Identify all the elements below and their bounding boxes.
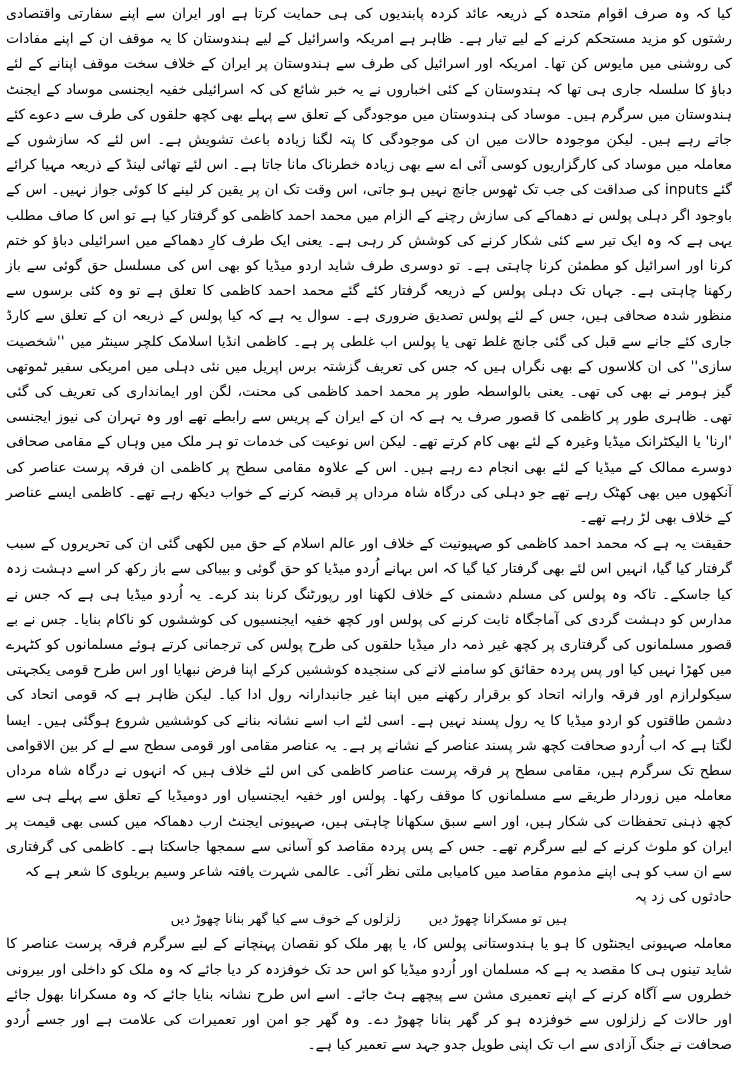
article-closing-paragraph: معاملہ صہیونی ایجنٹوں کا ہو یا ہندوستانی پولس کا، یا پھر ملک کو نقصان پہنچانے کے لیے سرگرم فرقہ پرست عناصر کا شاید تینوں ہی کا مقصد یہ ہے کہ مسلمان اور اُردو میڈیا کو اس حد تک خوفزدہ کر دیا جائے کہ وہ ملک کو داخلی اور بیرونی خطروں سے آگاہ کرنے کے اپنے تعمیری مشن سے پیچھے ہٹ جائے۔ اسے اس طرح نشانہ بنایا جائے کہ وہ مسکرانا بھول جائے اور حالات کے زلزلوں سے خوفزدہ ہو کر گھر بنانا چھوڑ دے۔ وہ گھر جو امن اور تعمیرات کی علامت ہے اور جسے اُردو صحافت نے جنگ آزادی سے اب تک اپنی طویل جدو جہد سے تعمیر کیا ہے۔ <box>6 936 732 1054</box>
couplet-lead-row <box>6 885 732 910</box>
article-paragraph-2: حقیقت یہ ہے کہ محمد احمد کاظمی کو صہیونیت کے خلاف اور عالم اسلام کے حق میں لکھی گئی ان کی تحریروں کے سبب گرفتار کیا گیا، انہیں اس لئے بھی گرفتار کیا گیا کہ اس بہانے اُردو میڈیا کو حق گوئی و بیباکی سے باز رکھ کر اسے دہشت زدہ کیا جاسکے۔ تاکہ وہ پولس کی مسلم دشمنی کے خلاف لکھنا اور رپورٹنگ کرنا بند کرے۔ یہ اُردو میڈیا ہی ہے کہ جس نے مدارس کو دہشت گردی کی آماجگاہ ثابت کرنے کی پولس اور کچھ خفیہ ایجنسیوں کی کوششوں کو ناکام بنایا۔ جس نے بے قصور مسلمانوں کی گرفتاری پر کچھ غیر ذمہ دار میڈیا حلقوں کی طرح پولس کی ترجمانی کرتے ہوئے مسلمانوں کو کٹہرے میں کھڑا نہیں کیا اور پس پردہ حقائق کو سامنے لانے کی سنجیدہ کوششیں کرکے اپنا فرض نبھایا اور اس طرح قومی یکجہتی سیکولرازم اور فرقہ وارانہ اتحاد کو برقرار رکھنے میں اپنا غیر جانبدارانہ رول ادا کیا۔ لیکن ظاہر ہے کہ قومی اتحاد کی دشمن طاقتوں کو اردو میڈیا کا یہ رول پسند نہیں ہے۔ اسی لئے اب اسے نشانہ بنانے کی کوششیں شروع ہوگئی ہیں۔ ایسا لگتا ہے کہ اب اُردو صحافت کچھ شر پسند عناصر کے نشانے پر ہے۔ یہ عناصر مقامی اور قومی سطح سے لے کر بین الاقوامی سطح تک سرگرم ہیں، مقامی سطح پر فرقہ پرست عناصر کاظمی کی اس لئے خلاف ہیں کہ انہوں نے درگاہ شاہ مرداں معاملہ میں زوردار طریقے سے مسلمانوں کا موقف رکھا۔ پولس اور خفیہ ایجنسیاں اور دومیڈیا کے تعلق سے پہلے ہی سے کچھ ذہنی تحفظات کی شکار ہیں، اور اسے سبق سکھانا چاہتی ہیں، صہیونی ایجنٹ ارب دھماکہ میں کسی بھی قیمت پر ایران کو ملوث کرنے کے لیے سرگرم تھے۔ جس کے پس پردہ مقاصد کو آسانی سے سمجھا جاسکتا ہے۔ کاظمی کی گرفتاری سے ان سب کو ہی اپنے مذموم مقاصد میں کامیابی ملتی نظر آئی۔ عالمی شہرت یافتہ شاعر وسیم بریلوی کا شعر ہے کہ <box>6 536 732 880</box>
couplet-lead-text: حادثوں کی زد پہ <box>634 889 732 906</box>
article-paragraph-1: کیا کہ وہ صرف اقوام متحدہ کے ذریعہ عائد کردہ پابندیوں کی ہی حمایت کرتا ہے اور ایران سے اپنے سفارتی واقتصادی رشتوں کو مزید مستحکم کرنے کے لیے تیار ہے۔ ظاہر ہے امریکہ واسرائیل کے لیے ہندوستان کا یہ موقف ان کے اپنے مفادات کی روشنی میں مایوس کن تھا۔ امریکہ اور اسرائیل کی طرف سے ہندوستان پر ایران کے خلاف سخت موقف اپنانے کے لئے دباؤ کا سلسلہ جاری ہی تھا کہ ہندوستان کے کئی اخباروں نے یہ خبر شائع کی کہ اسرائیلی خفیہ ایجنسی موساد کے ایجنٹ ہندوستان میں سرگرم ہیں۔ موساد کی ہندوستان میں موجودگی کے تعلق سے پہلے بھی کچھ حلقوں کی طرف سے دعوے کئے جاتے رہے ہیں۔ لیکن موجودہ حالات میں ان کی موجودگی کا پتہ لگنا زیادہ باعث تشویش ہے۔ اس لئے کہ سازشوں کے معاملہ میں موساد کی کارگزاریوں کوسی آئی اے سے بھی زیادہ خطرناک مانا جاتا ہے۔ اس لئے تھائی لینڈ کے ذریعہ مہیا کرائے گئے inputs کی صداقت کی جب تک ٹھوس جانچ نہیں ہو جاتی، اس وقت تک ان پر یقین کر لینے کا کوئی جواز نہیں۔ اس کے باوجود اگر دہلی پولس نے دھماکے کی سازش رچنے کے الزام میں محمد احمد کاظمی کو گرفتار کیا ہے تو اس کا صاف مطلب یہی ہے کہ وہ ایک تیر سے کئی شکار کرنے کی کوشش کر رہی ہے۔ یعنی ایک طرف کارِ دھماکے میں اسرائیلی دباؤ کو ختم کرنا اور اسرائیل کو مطمئن کرنا چاہتی ہے۔ تو دوسری طرف شاید اردو میڈیا کو بھی اس کی مسلسل حق گوئی سے باز رکھنا چاہتی ہے۔ جہاں تک دہلی پولس کے ذریعہ گرفتار کئے گئے محمد احمد کاظمی کا تعلق ہے تو وہ کئی برسوں سے منظور شدہ صحافی ہیں، جس کے لئے پولس تصدیق ضروری ہے۔ سوال یہ ہے کہ کیا پولس کے ذریعہ ان کے تعلق سے کارڈ جاری کئے جانے سے قبل کی گئی جانچ غلط تھی یا پولس اب غلطی پر ہے۔ کاظمی انڈیا اسلامک کلچر سینٹر میں ''شخصیت سازی'' کی ان کلاسوں کے بھی نگراں ہیں کہ جس کی تعریف گزشتہ برس اپریل میں نئی دہلی میں امریکی سفیر ٹموتھی گیز ہومر نے بھی کی تھی۔ یعنی بالواسطہ طور پر محمد احمد کاظمی کی محنت، لگن اور ایمانداری کی تعریف کی گئی تھی۔ ظاہری طور پر کاظمی کا قصور صرف یہ ہے کہ ان کے ایران کے پریس سے رابطے تھے اور وہ تہران کی نیوز ایجنسی 'ارنا' یا الیکٹرانک میڈیا وغیرہ کے لئے بھی کام کرتے تھے۔ لیکن اس نوعیت کی خدمات تو ہر ملک میں وہاں کے مقامی صحافی دوسرے ممالک کے میڈیا کے لئے بھی انجام دے رہے ہیں۔ اس کے علاوہ مقامی سطح پر کاظمی ان فرقہ پرست عناصر کی آنکھوں میں بھی کھٹک رہے تھے جو دہلی کی درگاہ شاہ مرداں پر قبضہ کرنے کے خواب دیکھ رہے تھے۔ کاظمی ایسے عناصر کے خلاف بھی لڑ رہے تھے۔ <box>6 6 732 527</box>
couplet-line-1: ہیں تو مسکرانا چھوڑ دیں <box>428 912 568 928</box>
poetry-couplet <box>6 910 732 932</box>
couplet-line-2: زلزلوں کے خوف سے کیا گھر بنانا چھوڑ دیں <box>170 912 401 928</box>
